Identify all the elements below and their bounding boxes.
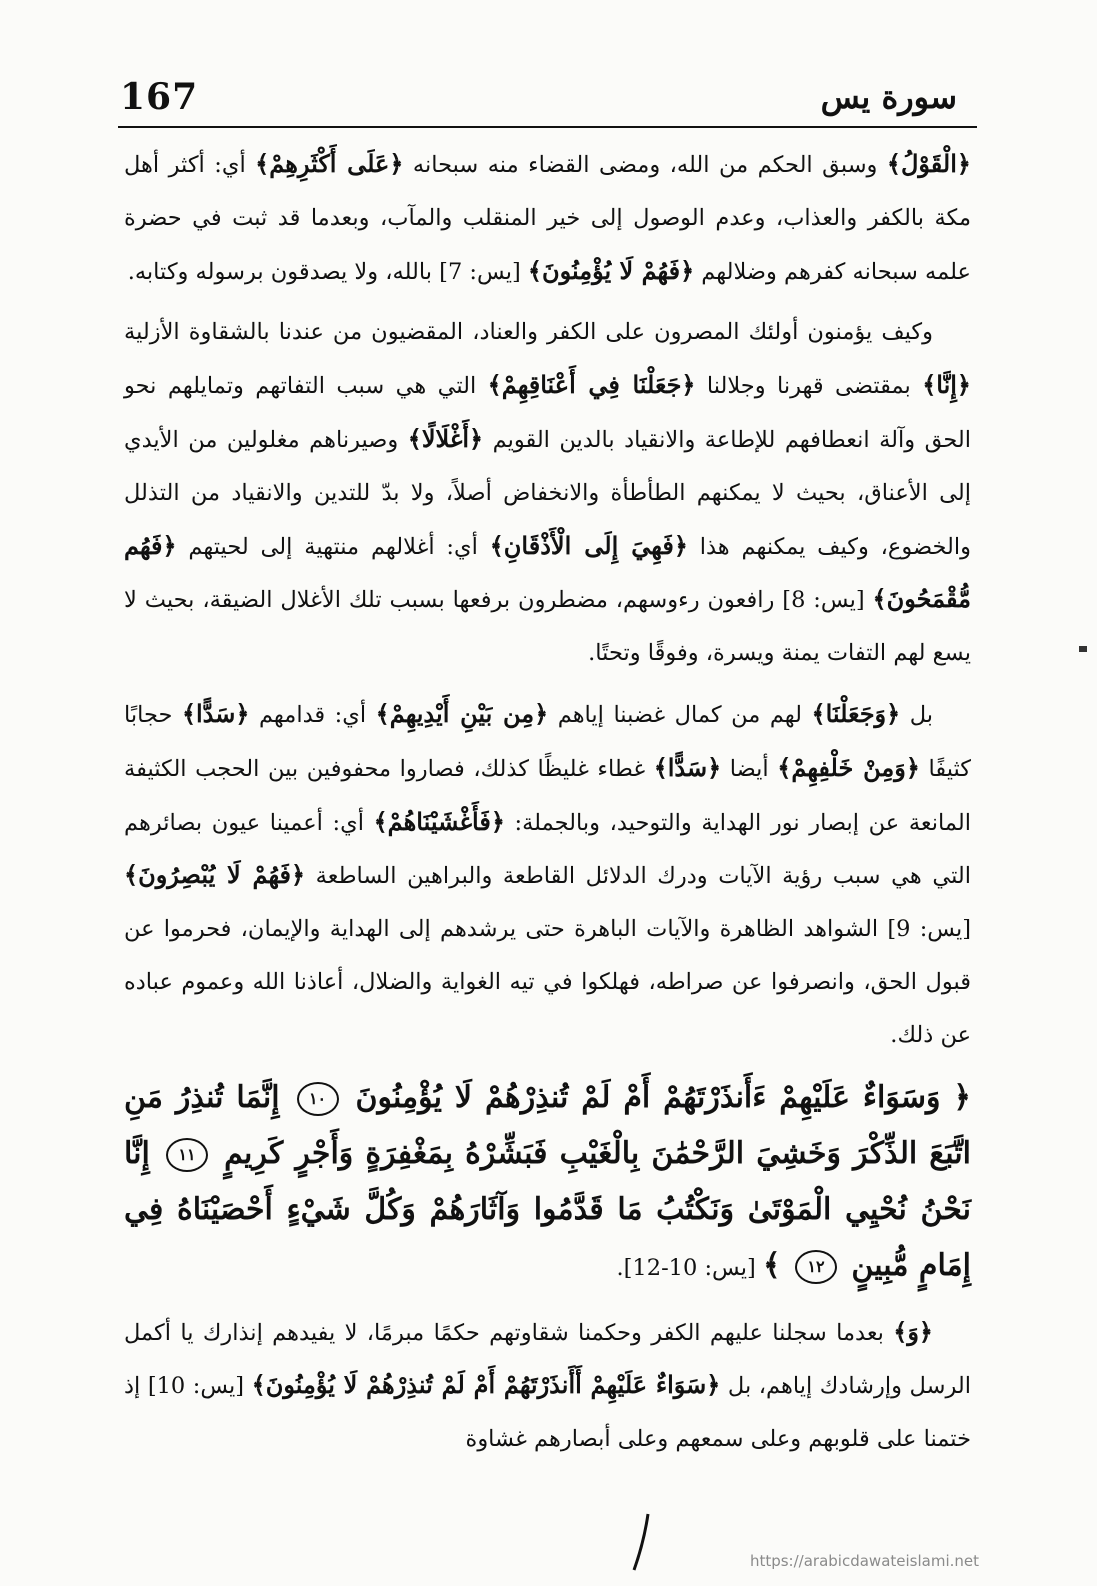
watermark-url: https://arabicdawateislami.net bbox=[749, 1552, 979, 1570]
commentary-text: غطاء غليظًا كذلك، فصاروا محفوفين بين الحجب الكثيفة المانعة عن إبصار نور الهداية والتوحيد، وبالجملة: bbox=[124, 755, 971, 836]
paragraph-1 bbox=[124, 138, 971, 298]
quran-quote: ﴿فَهُمْ لَا يُبْصِرُونَ﴾ bbox=[124, 860, 306, 890]
commentary-text: وكيف يؤمنون أولئك المصرون على الكفر والعناد، المقضيون من عندنا بالشقاوة الأزلية bbox=[124, 319, 933, 346]
ayah-marker-11: ١١ bbox=[166, 1138, 208, 1172]
verse-10: وَسَوَاءٌ عَلَيْهِمْ ءَأَنذَرْتَهُمْ أَمْ لَمْ تُنذِرْهُمْ لَا يُؤْمِنُونَ bbox=[355, 1079, 941, 1115]
commentary-text: وسبق الحكم من الله، ومضى القضاء منه سبحانه bbox=[403, 152, 887, 178]
ayah-marker-10: ١٠ bbox=[297, 1082, 339, 1116]
commentary-text: لهم من كمال غضبنا إياهم bbox=[548, 701, 812, 728]
commentary-text: أي: أعمينا عيون بصائرهم التي هي سبب رؤية الآيات ودرك الدلائل القاطعة والبراهين الساطعة bbox=[124, 809, 971, 890]
quran-verse-block bbox=[124, 1070, 971, 1296]
commentary-text: حجابًا كثيفًا bbox=[124, 701, 972, 782]
verse-11: إِنَّمَا تُنذِرُ مَنِ اتَّبَعَ الذِّكْرَ وَخَشِيَ الرَّحْمَٰنَ بِالْغَيْبِ فَبَشِّرْهُ بِمَغْفِرَةٍ وَأَجْرٍ كَرِيمٍ bbox=[124, 1079, 972, 1171]
commentary-text: [يس: 10] إذ ختمنا على قلوبهم وعلى سمعهم وعلى أبصارهم غشاوة bbox=[124, 1373, 971, 1453]
quran-quote: ﴿الْقَوْلُ﴾ bbox=[886, 149, 971, 178]
ayah-marker-12: ١٢ bbox=[795, 1250, 837, 1284]
quran-quote: ﴿وَمِنْ خَلْفِهِمْ﴾ bbox=[777, 752, 920, 782]
quran-quote: ﴿سَوَاءٌ عَلَيْهِمْ أَأَنذَرْتَهُمْ أَمْ لَمْ تُنذِرْهُمْ لَا يُؤْمِنُونَ﴾ bbox=[251, 1370, 721, 1400]
commentary-text: [يس: 7] بالله، ولا يصدقون برسوله وكتابه. bbox=[127, 258, 528, 285]
commentary-text: بمقتضى قهرنا وجلالنا bbox=[695, 373, 923, 400]
verse-12: إِنَّا نَحْنُ نُحْيِي الْمَوْتَىٰ وَنَكْتُبُ مَا قَدَّمُوا وَآثَارَهُمْ وَكُلَّ شَيْءٍ أَحْصَيْنَاهُ فِي إِمَامٍ مُّبِينٍ bbox=[124, 1135, 971, 1283]
quran-quote: ﴿إِنَّا﴾ bbox=[922, 370, 971, 400]
commentary-text: أي: أكثر أهل مكة بالكفر والعذاب، وعدم الوصول إلى خير المنقلب والمآب، وبعدما قد ثبت في حضرة علمه سبحانه كفرهم وضلالهم bbox=[124, 152, 971, 285]
pen-stroke-mark bbox=[626, 1512, 656, 1572]
commentary-text: أي: أغلالهم منتهية إلى لحيتهم bbox=[176, 533, 490, 560]
quran-quote: ﴿فَهِيَ إِلَى الْأَذْقَانِ﴾ bbox=[489, 530, 688, 560]
paragraph-4 bbox=[124, 1306, 971, 1466]
commentary-text: التي هي سبب التفاتهم وتمايلهم نحو الحق وآلة انعطافهم للإطاعة والانقياد بالدين القويم bbox=[124, 373, 971, 453]
running-head: سورة يس bbox=[820, 78, 957, 116]
commentary-text: أي: قدامهم bbox=[249, 701, 376, 728]
margin-speck bbox=[1079, 646, 1087, 652]
quran-quote: ﴿سَدًّا﴾ bbox=[181, 698, 250, 728]
quran-quote: ﴿وَ﴾ bbox=[893, 1316, 933, 1346]
commentary-text: [يس: 8] رافعون رءوسهم، مضطرون برفعها بسبب تلك الأغلال الضيقة، بحيث لا يسع لهم التفات يمنة ويسرة، وفوقًا وتحتًا. bbox=[124, 587, 971, 667]
quran-quote: ﴿وَجَعَلْنَا﴾ bbox=[811, 698, 901, 728]
commentary-text: [يس: 9] الشواهد الظاهرة والآيات الباهرة حتى يرشدهم إلى الهداية والإيمان، فحرموا عن قبول الحق، وانصرفوا عن صراطه، فهلكوا في تيه الغواية والضلال، أعاذنا الله وعموم عباده عن ذلك. bbox=[124, 916, 972, 1048]
quran-quote: ﴿جَعَلْنَا فِي أَعْنَاقِهِمْ﴾ bbox=[487, 370, 696, 400]
commentary-text: أيضا bbox=[721, 755, 778, 782]
quran-quote: ﴿عَلَى أَكْثَرِهِمْ﴾ bbox=[255, 149, 404, 178]
commentary-text: بعدما سجلنا عليهم الكفر وحكمنا شقاوتهم حكمًا مبرمًا، لا يفيدهم إنذارك يا أكمل الرسل وإرشادك إياهم، بل bbox=[124, 1319, 971, 1400]
paragraph-2 bbox=[124, 306, 971, 680]
commentary-text: بل bbox=[900, 701, 934, 728]
page-number: 167 bbox=[120, 76, 199, 118]
commentary-text: وصيرناهم مغلولين من الأيدي إلى الأعناق، بحيث لا يمكنهم الطأطأة والانخفاض أصلاً، ولا بدّ للتدين والانقياد من التذلل والخضوع، وكيف يمكنهم هذا bbox=[124, 426, 971, 560]
quran-quote: ﴿سَدًّا﴾ bbox=[653, 752, 722, 782]
paragraph-3 bbox=[124, 688, 971, 1062]
quran-quote: ﴿مِن بَيْنِ أَيْدِيهِمْ﴾ bbox=[375, 698, 549, 728]
quran-quote: ﴿فَهُمْ لَا يُؤْمِنُونَ﴾ bbox=[527, 255, 695, 285]
header-rule bbox=[118, 126, 977, 128]
verse-reference: [يس: 10-12]. bbox=[616, 1254, 763, 1281]
quran-quote: ﴿فَأَغْشَيْنَاهُمْ﴾ bbox=[373, 806, 505, 836]
quran-quote: ﴿أَغْلَالًا﴾ bbox=[407, 423, 484, 453]
verse-close-bracket: ﴾ bbox=[762, 1247, 781, 1283]
body-text bbox=[124, 138, 971, 1466]
quran-quote: ﴿فَهُم مُّقْمَحُونَ﴾ bbox=[124, 530, 971, 614]
verse-open-bracket: ﴿ bbox=[953, 1079, 971, 1115]
